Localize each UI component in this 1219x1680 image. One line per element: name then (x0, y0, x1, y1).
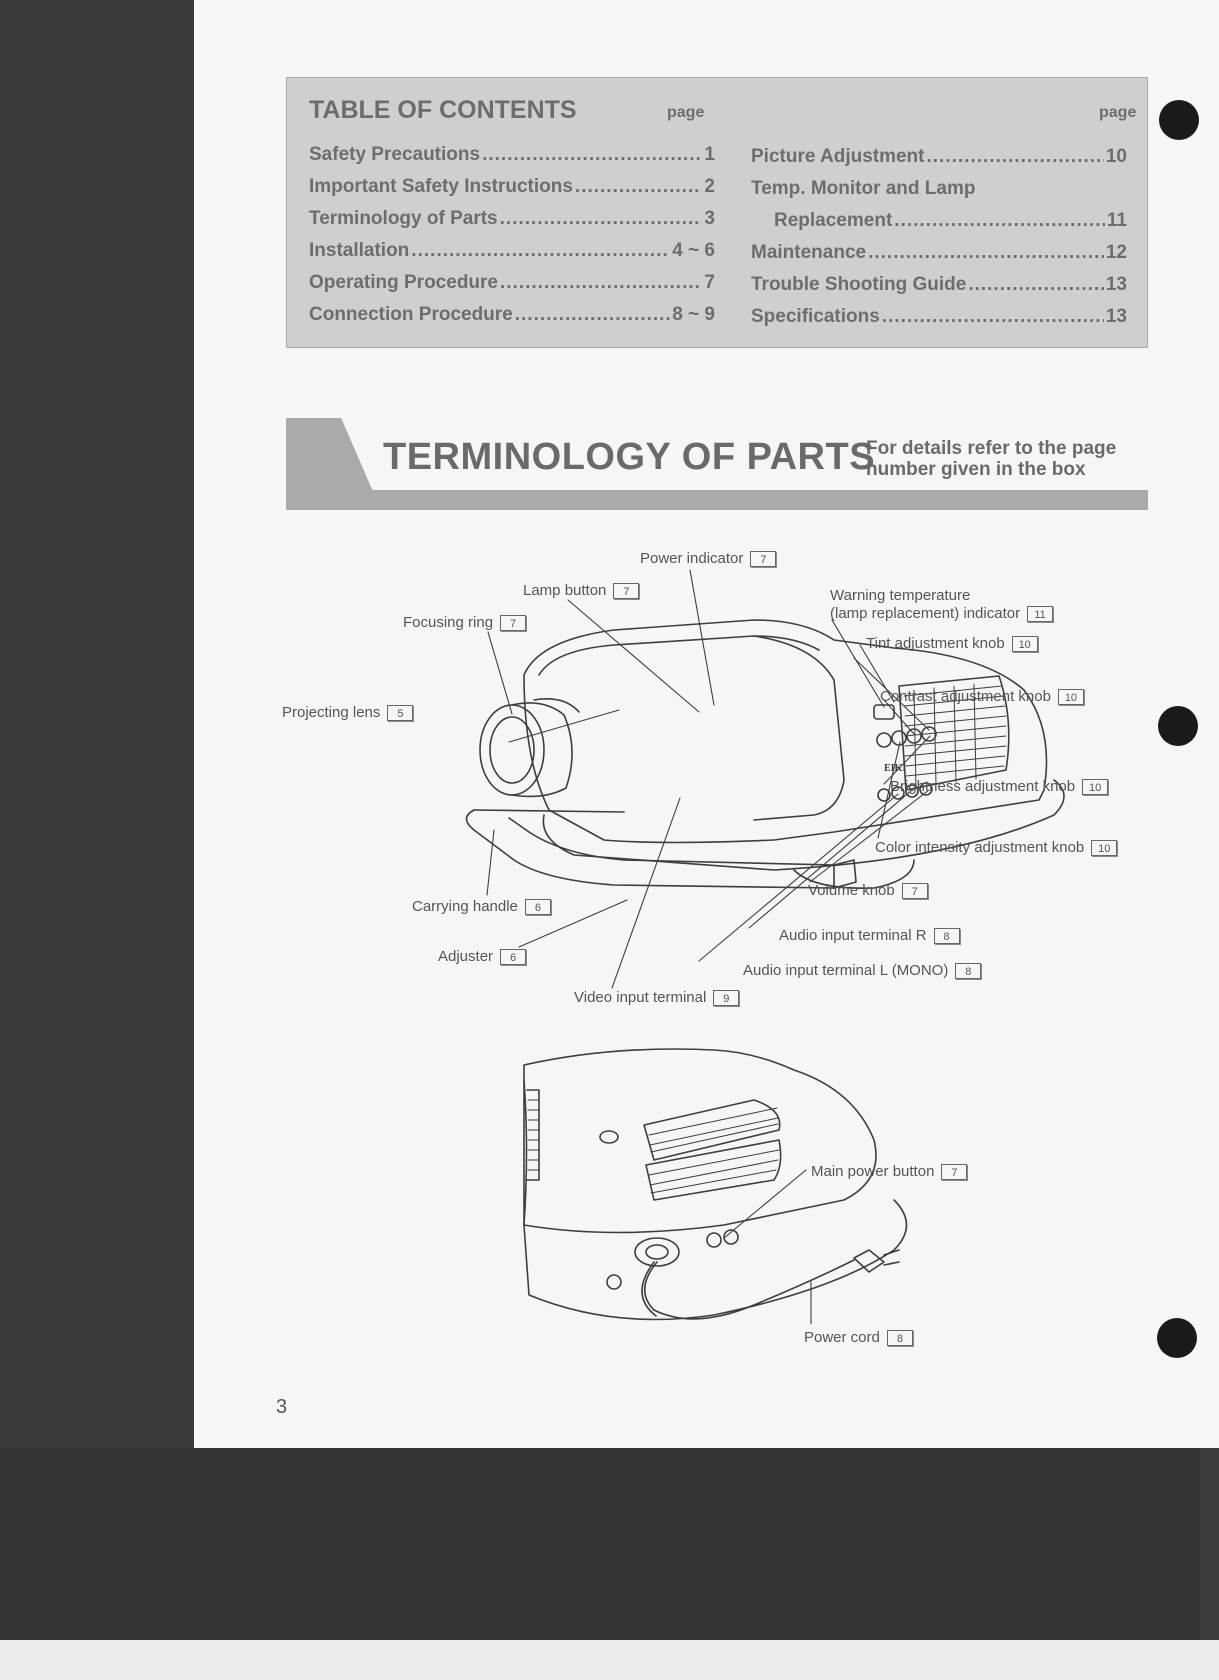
toc-entry[interactable]: Replacement ..... 11 (774, 210, 1127, 238)
callout-contrast-knob: Contrast adjustment knob 10 (880, 688, 1084, 706)
manual-page (194, 0, 1219, 1448)
callout-power-cord: Power cord 8 (804, 1329, 913, 1347)
callout-audio-input-r: Audio input terminal R 8 (779, 927, 960, 945)
toc-entry[interactable]: Maintenance ..... 12 (751, 242, 1127, 270)
toc-entry[interactable]: Installation ..... 4 ~ 6 (309, 240, 715, 268)
toc-entry[interactable]: Specifications ..... 13 (751, 306, 1127, 334)
toc-page-header-left: page (667, 104, 705, 121)
toc-entry[interactable]: Picture Adjustment ..... 10 (751, 146, 1127, 174)
section-note: For details refer to the page number given in the box (866, 438, 1117, 480)
scan-background-bottom (0, 1448, 1210, 1640)
callout-volume-knob: Volume knob 7 (808, 882, 928, 900)
callout-carrying-handle: Carrying handle 6 (412, 898, 551, 916)
callout-lamp-button: Lamp button 7 (523, 582, 639, 600)
callout-color-intensity-knob: Color intensity adjustment knob 10 (875, 839, 1117, 857)
callout-focusing-ring: Focusing ring 7 (403, 614, 526, 632)
toc-title: TABLE OF CONTENTS (309, 96, 577, 124)
scan-background-right (1200, 1440, 1219, 1640)
toc-entry[interactable]: Terminology of Parts ..... 3 (309, 208, 715, 236)
callout-brightness-knob: Brightness adjustment knob 10 (890, 778, 1108, 796)
callout-tint-knob: Tint adjustment knob 10 (866, 635, 1038, 653)
callout-main-power-button: Main power button 7 (811, 1163, 967, 1181)
toc-entry[interactable]: Trouble Shooting Guide ..... 13 (751, 274, 1127, 302)
brand-mark-eiki: EIKI (884, 763, 907, 774)
scan-background-left (0, 0, 194, 1640)
page-number: 3 (276, 1396, 288, 1418)
toc-entry[interactable]: Important Safety Instructions ..... 2 (309, 176, 715, 204)
toc-entry[interactable]: Operating Procedure ..... 7 (309, 272, 715, 300)
callout-warning-temperature-indicator: Warning temperature (lamp replacement) indicator 11 (830, 587, 1053, 623)
diagram-drawing (194, 0, 1219, 1448)
callout-adjuster: Adjuster 6 (438, 948, 526, 966)
callout-video-input-terminal: Video input terminal 9 (574, 989, 739, 1007)
toc-entry[interactable]: Safety Precautions ..... 1 (309, 144, 715, 172)
toc-entry[interactable]: Connection Procedure ..... 8 ~ 9 (309, 304, 715, 332)
projector-rear-illustration (524, 1049, 907, 1320)
section-title: TERMINOLOGY OF PARTS (383, 436, 876, 478)
callout-audio-input-l-mono: Audio input terminal L (MONO) 8 (743, 962, 981, 980)
toc-entry[interactable]: Temp. Monitor and Lamp (751, 178, 976, 199)
leader-lines (487, 570, 930, 1324)
callout-power-indicator: Power indicator 7 (640, 550, 776, 568)
toc-page-header-right: page (1099, 104, 1137, 121)
callout-projecting-lens: Projecting lens 5 (282, 704, 413, 722)
